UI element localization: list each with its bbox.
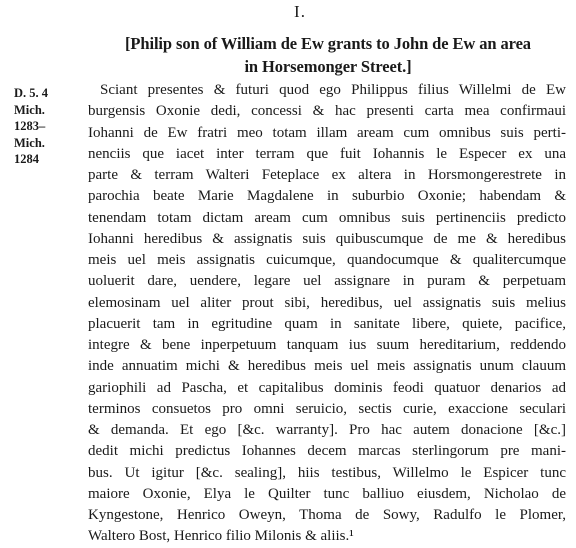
- text-line: Kyngestone, Henrico Oweyn, Thoma de Sowy, Radulfo le Plomer,: [88, 507, 566, 523]
- date-line: Mich.: [14, 135, 45, 150]
- text-line: nenciis que iacet inter terram que fuit Iohannis le Especer ex una: [88, 145, 566, 162]
- date-line: Mich.: [14, 102, 45, 117]
- charter-heading: [84, 32, 572, 78]
- text-line: maiore Oxonie, Elya le Quilter tunc balliuo eiusdem, Nicholao de: [88, 485, 566, 502]
- heading-line: [Philip son of William de Ew grants to John de Ew an area: [125, 34, 531, 53]
- heading-line: in Horsemonger Street.]: [244, 57, 412, 76]
- text-line: elemosinam uel aliter prout sibi, heredibus, uel assignatis suis melius: [88, 294, 566, 311]
- text-line: tenendam totam dictam aream cum omnibus suis pertinenciis predicto: [88, 209, 566, 226]
- text-line: uoluerit dare, uendere, legare uel assignare in puram & perpetuam: [88, 273, 566, 290]
- text-line: placuerit tam in egritudine quam in sanitate libere, quiete, pacifice,: [88, 315, 566, 332]
- reference-code: D. 5. 4: [14, 86, 49, 100]
- text-line: burgensis Oxonie dedi, concessi & hac presenti carta mea confirmaui: [88, 103, 566, 120]
- text-line: meis uel meis assignatis cuicumque, quandocumque & qualitercumque: [88, 252, 566, 268]
- text-line: dedit michi predictus Iohannes decem marcas sterlingorum pre mani-: [88, 443, 566, 460]
- text-line: & demanda. Et ego [&c. warranty]. Pro hac autem donacione [&c.]: [88, 422, 566, 438]
- text-line: Iohanni heredibus & assignatis suis quibuscumque de me & heredibus: [88, 230, 566, 247]
- text-line: integre & bene inperpetuum tanquam ius suum hereditarium, reddendo: [88, 337, 566, 353]
- text-line: inde annuatim michi & heredibus meis uel meis assignatis unum clauum: [88, 358, 566, 375]
- margin-reference: [14, 85, 84, 168]
- text-line: parte & terram Walteri Feteplace ex altera in Horsmongerestrete in: [88, 167, 566, 183]
- text-line: Iohanni de Ew fratri meo totam illam aream cum omnibus suis perti-: [88, 124, 566, 141]
- charter-number: I.: [294, 2, 306, 21]
- text-line: Waltero Bost, Henrico filio Milonis & aliis.¹: [88, 528, 354, 545]
- text-line: gariophili ad Pascha, et capitalibus dominis feodi quatuor denarios ad: [88, 379, 566, 396]
- date-line: 1284: [14, 152, 39, 166]
- date-line: 1283–: [14, 119, 46, 133]
- text-line: parochia beate Marie Magdalene in suburbio Oxonie; habendam &: [88, 188, 566, 205]
- charter-text: [88, 80, 566, 548]
- text-line: Sciant presentes & futuri quod ego Philippus filius Willelmi de Ew: [100, 82, 566, 98]
- text-line: bus. Ut igitur [&c. sealing], hiis testibus, Willelmo le Espicer tunc: [88, 464, 566, 481]
- text-line: terminos consuetos pro omni seruicio, sectis curie, exaccione seculari: [88, 400, 566, 417]
